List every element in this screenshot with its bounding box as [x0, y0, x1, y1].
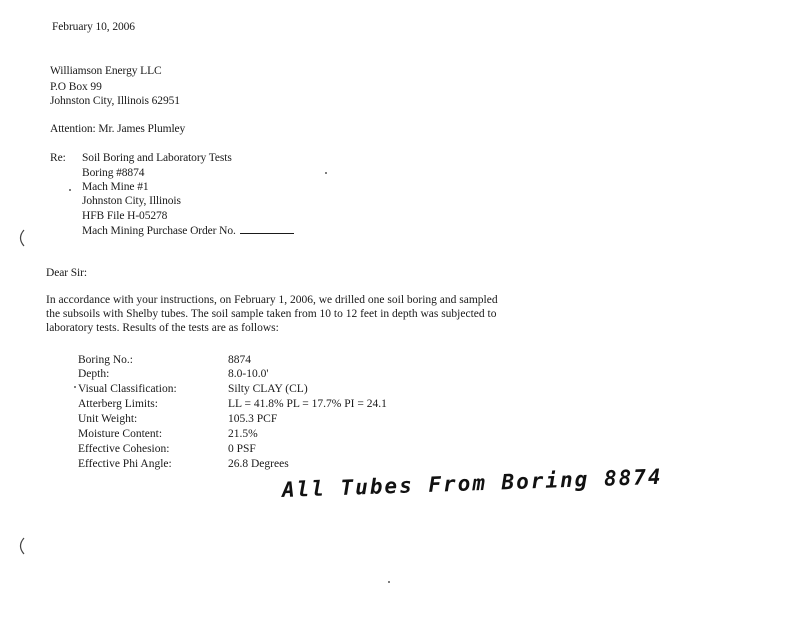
re-purchase-order — [82, 224, 294, 238]
recipient-company: Williamson Energy LLC — [50, 65, 162, 77]
result-label: Effective Cohesion: — [78, 443, 170, 455]
re-location: Johnston City, Illinois — [82, 195, 181, 207]
result-label: Visual Classification: — [78, 383, 177, 395]
body-line-2: the subsoils with Shelby tubes. The soil sample taken from 10 to 12 feet in depth was subjected to — [46, 308, 497, 320]
punch-hole-mark — [14, 228, 28, 248]
re-subject: Soil Boring and Laboratory Tests — [82, 152, 232, 164]
result-value: 8874 — [228, 354, 251, 366]
purchase-order-blank — [240, 224, 294, 234]
re-purchase-order-label: Mach Mining Purchase Order No. — [82, 225, 236, 237]
re-mine: Mach Mine #1 — [82, 181, 149, 193]
handwritten-note: All Tubes From Boring 8874 — [281, 464, 663, 502]
scan-speck — [74, 386, 76, 388]
body-line-3: laboratory tests. Results of the tests are as follows: — [46, 322, 279, 334]
result-label: Atterberg Limits: — [78, 398, 158, 410]
result-value: LL = 41.8% PL = 17.7% PI = 24.1 — [228, 398, 387, 410]
result-value: Silty CLAY (CL) — [228, 383, 308, 395]
body-line-1: In accordance with your instructions, on February 1, 2006, we drilled one soil boring and sampled — [46, 294, 498, 306]
letter-date: February 10, 2006 — [52, 21, 135, 33]
result-value: 105.3 PCF — [228, 413, 278, 425]
result-label: Moisture Content: — [78, 428, 163, 440]
scan-speck — [325, 172, 327, 174]
result-value: 8.0-10.0' — [228, 368, 269, 380]
result-value: 26.8 Degrees — [228, 458, 289, 470]
result-label: Depth: — [78, 368, 110, 380]
result-label: Unit Weight: — [78, 413, 138, 425]
re-label: Re: — [50, 152, 66, 164]
re-file: HFB File H-05278 — [82, 210, 168, 222]
recipient-po-box: P.O Box 99 — [50, 81, 102, 93]
result-value: 21.5% — [228, 428, 258, 440]
scan-speck — [388, 581, 390, 583]
punch-hole-mark — [14, 536, 28, 556]
result-value: 0 PSF — [228, 443, 256, 455]
re-boring: Boring #8874 — [82, 167, 145, 179]
salutation: Dear Sir: — [46, 267, 87, 279]
scan-speck — [69, 189, 71, 191]
recipient-city: Johnston City, Illinois 62951 — [50, 95, 180, 107]
attention-line: Attention: Mr. James Plumley — [50, 123, 186, 135]
result-label: Boring No.: — [78, 354, 133, 366]
result-label: Effective Phi Angle: — [78, 458, 172, 470]
